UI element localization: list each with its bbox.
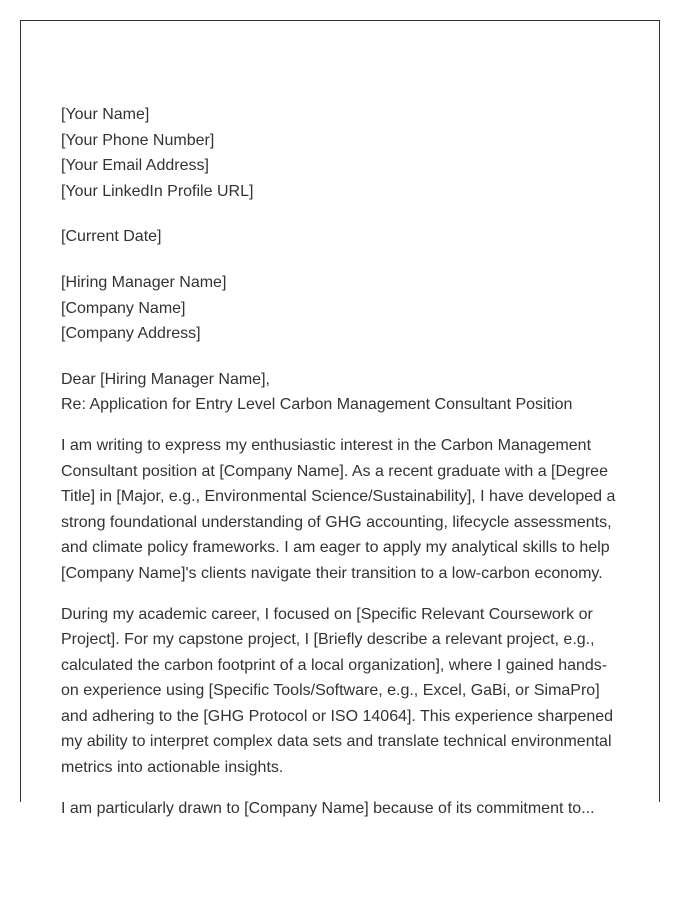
body-paragraph: I am particularly drawn to [Company Name] because of its commitment to... <box>61 799 595 817</box>
body-paragraph: During my academic career, I focused on [Specific Relevant Coursework or Project]. For my capstone project, I [Briefly describe a relevant project, e.g., calculated the carbon footprint of a local organization], where I gained hands-on experience using [Specific Tools/Software, e.g., Excel, GaBi, or SimaPro] and adhering to the [GHG Protocol or ISO 14064]. This experience sharpened my ability to interpret complex data sets and translate technical environmental metrics into actionable insights. <box>61 605 614 777</box>
sender-name: [Your Name] <box>61 106 150 123</box>
recipient-block <box>61 270 621 347</box>
body-paragraph: I am writing to express my enthusiastic interest in the Carbon Management Consultant position at [Company Name]. As a recent graduate with a [Degree Title] in [Major, e.g., Environmental Science/Sustainability], I have developed a strong foundational understanding of GHG accounting, lifecycle assessments, and climate policy frameworks. I am eager to apply my analytical skills to help [Company Name]'s clients navigate their transition to a low-carbon economy. <box>61 436 616 582</box>
greeting-block <box>61 367 621 418</box>
sender-block <box>61 102 621 204</box>
sender-linkedin: [Your LinkedIn Profile URL] <box>61 182 254 200</box>
letter-content <box>61 102 621 836</box>
sender-email: [Your Email Address] <box>61 157 209 175</box>
recipient-manager: [Hiring Manager Name] <box>61 273 227 291</box>
sender-phone: [Your Phone Number] <box>61 131 215 149</box>
salutation: Dear [Hiring Manager Name], <box>61 370 270 388</box>
subject-line: Re: Application for Entry Level Carbon Management Consultant Position <box>61 396 573 414</box>
recipient-company: [Company Name] <box>61 299 186 317</box>
date-block <box>61 224 621 250</box>
letter-date: [Current Date] <box>61 228 162 246</box>
recipient-address: [Company Address] <box>61 325 201 343</box>
letter-page <box>20 20 660 817</box>
